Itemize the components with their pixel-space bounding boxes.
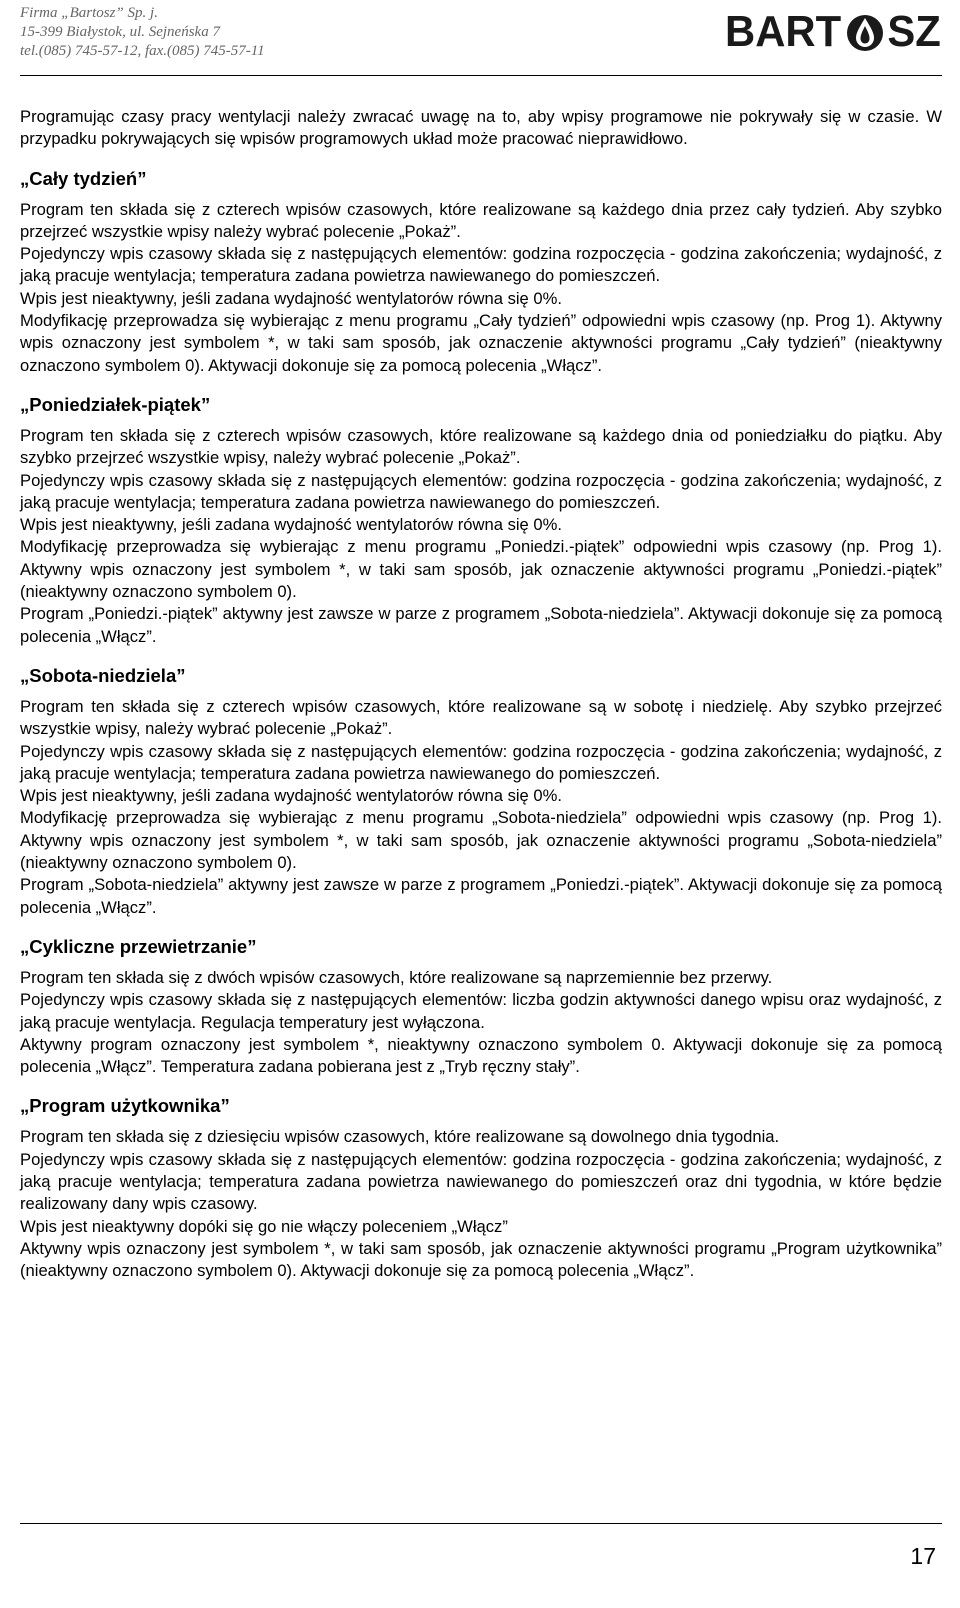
paragraph: Wpis jest nieaktywny, jeśli zadana wydajność wentylatorów równa się 0%. [20,515,562,535]
paragraph: Aktywny program oznaczony jest symbolem *, nieaktywny oznaczono symbolem 0. Aktywacji dokonuje się za pomocą polecenia „Włącz”. Temperatura zadana pobierana jest z „Tryb ręczny stały”. [20,1034,942,1077]
document-body [20,106,942,1282]
paragraph: Wpis jest nieaktywny, jeśli zadana wydajność wentylatorów równa się 0%. [20,288,562,308]
paragraph: Program ten składa się z czterech wpisów czasowych, które realizowane są każdego dnia przez cały tydzień. Aby szybko przejrzeć wszystkie wpisy należy wybrać polecenie „Pokaż”. [20,199,942,241]
company-line-2: 15-399 Białystok, ul. Sejneńska 7 [20,24,220,40]
paragraph: Program ten składa się z dziesięciu wpisów czasowych, które realizowane są dowolnego dnia tygodnia. [20,1127,780,1147]
header-divider [20,75,942,76]
paragraph: Pojedynczy wpis czasowy składa się z następujących elementów: godzina rozpoczęcia - godzina zakończenia; wydajność, z jaką pracuje wentylacja; temperatura zadana powietrza nawiewanego do pomieszczeń. [20,470,942,512]
paragraph: Modyfikację przeprowadza się wybierając z menu programu „Sobota-niedziela” odpowiedni wpis czasowy (np. Prog 1). Aktywny wpis oznaczony jest symbolem *, w taki sam sposób, jak oznaczenie aktywności programu „Sobota-niedziela” (nieaktywny oznaczono symbolem 0). [20,808,942,873]
logo-drop-icon [845,10,885,54]
section-heading: „Cykliczne przewietrzanie” [20,935,257,957]
paragraph: Pojedynczy wpis czasowy składa się z następujących elementów: godzina rozpoczęcia - godzina zakończenia; wydajność, z jaką pracuje wentylacja; temperatura zadana powietrza nawiewanego do pomieszczeń oraz dni tygodnia, w które będzie realizowany dany wpis czasowy. [20,1149,942,1214]
paragraph: Pojedynczy wpis czasowy składa się z następujących elementów: godzina rozpoczęcia - godzina zakończenia; wydajność, z jaką pracuje wentylacja; temperatura zadana powietrza nawiewanego do pomieszczeń. [20,244,942,286]
company-line-1: Firma „Bartosz” Sp. j. [20,5,158,21]
footer-divider [20,1523,942,1524]
section-heading: „Program użytkownika” [20,1095,230,1117]
paragraph: Modyfikację przeprowadza się wybierając z menu programu „Cały tydzień” odpowiedni wpis czasowy (np. Prog 1). Aktywny wpis oznaczony jest symbolem *, w taki sam sposób, jak oznaczenie aktywności programu „Cały tydzień” (nieaktywny oznaczono symbolem 0). Aktywacji dokonuje się za pomocą polecenia „Włącz”. [20,311,942,375]
paragraph: Wpis jest nieaktywny dopóki się go nie włączy poleceniem „Włącz” [20,1216,508,1236]
company-line-3: tel.(085) 745-57-12, fax.(085) 745-57-11 [20,43,265,59]
paragraph: Program ten składa się z czterech wpisów czasowych, które realizowane są każdego dnia od poniedziałku do piątku. Aby szybko przejrzeć wszystkie wpisy, należy wybrać polecenie „Pokaż”. [20,425,942,468]
paragraph: Program „Poniedzi.-piątek” aktywny jest zawsze w parze z programem „Sobota-niedziela”. Aktywacji dokonuje się za pomocą polecenia „Włącz”. [20,604,942,646]
paragraph: Modyfikację przeprowadza się wybierając z menu programu „Poniedzi.-piątek” odpowiedni wpis czasowy (np. Prog 1). Aktywny wpis oznaczony jest symbolem *, w taki sam sposób, jak oznaczenie aktywności programu „Poniedzi.-piątek” (nieaktywny oznaczono symbolem 0). [20,537,942,602]
section-heading: „Cały tydzień” [20,167,147,189]
paragraph: Aktywny wpis oznaczony jest symbolem *, w taki sam sposób, jak oznaczenie aktywności programu „Program użytkownika” (nieaktywny oznaczono symbolem 0). Aktywacji dokonuje się za pomocą polecenia „Włącz”. [20,1238,942,1281]
paragraph: Program ten składa się z czterech wpisów czasowych, które realizowane są w sobotę i niedzielę. Aby szybko przejrzeć wszystkie wpisy, należy wybrać polecenie „Pokaż”. [20,696,942,739]
section-sobota-niedziela [20,664,942,919]
paragraph: Pojedynczy wpis czasowy składa się z następujących elementów: liczba godzin aktywności danego wpisu oraz wydajność, z jaką pracuje wentylacja. Regulacja temperatury jest wyłączona. [20,990,942,1032]
section-heading: „Poniedziałek-piątek” [20,393,211,415]
section-poniedzialek-piatek [20,393,942,648]
paragraph: Pojedynczy wpis czasowy składa się z następujących elementów: godzina rozpoczęcia - godzina zakończenia; wydajność, z jaką pracuje wentylacja; temperatura zadana powietrza nawiewanego do pomieszczeń. [20,741,942,783]
section-heading: „Sobota-niedziela” [20,664,186,686]
page-header [20,4,942,70]
section-cykliczne-przewietrzanie [20,935,942,1078]
section-caly-tydzien [20,167,942,377]
page-number: 17 [910,1543,936,1569]
bartosz-logo [722,6,942,58]
paragraph: Wpis jest nieaktywny, jeśli zadana wydajność wentylatorów równa się 0%. [20,786,562,806]
section-program-uzytkownika [20,1094,942,1282]
paragraph: Program „Sobota-niedziela” aktywny jest zawsze w parze z programem „Poniedzi.-piątek”. Aktywacji dokonuje się za pomocą polecenia „Włącz”. [20,875,942,917]
intro-paragraph: Programując czasy pracy wentylacji należy zwracać uwagę na to, aby wpisy programowe nie pokrywały się w czasie. W przypadku pokrywających się wpisów programowych układ może pracować nieprawidłowo. [20,107,942,149]
paragraph: Program ten składa się z dwóch wpisów czasowych, które realizowane są naprzemiennie bez przerwy. [20,967,773,987]
logo-text-left: BART [724,7,841,56]
logo-text-right: SZ [887,7,941,56]
